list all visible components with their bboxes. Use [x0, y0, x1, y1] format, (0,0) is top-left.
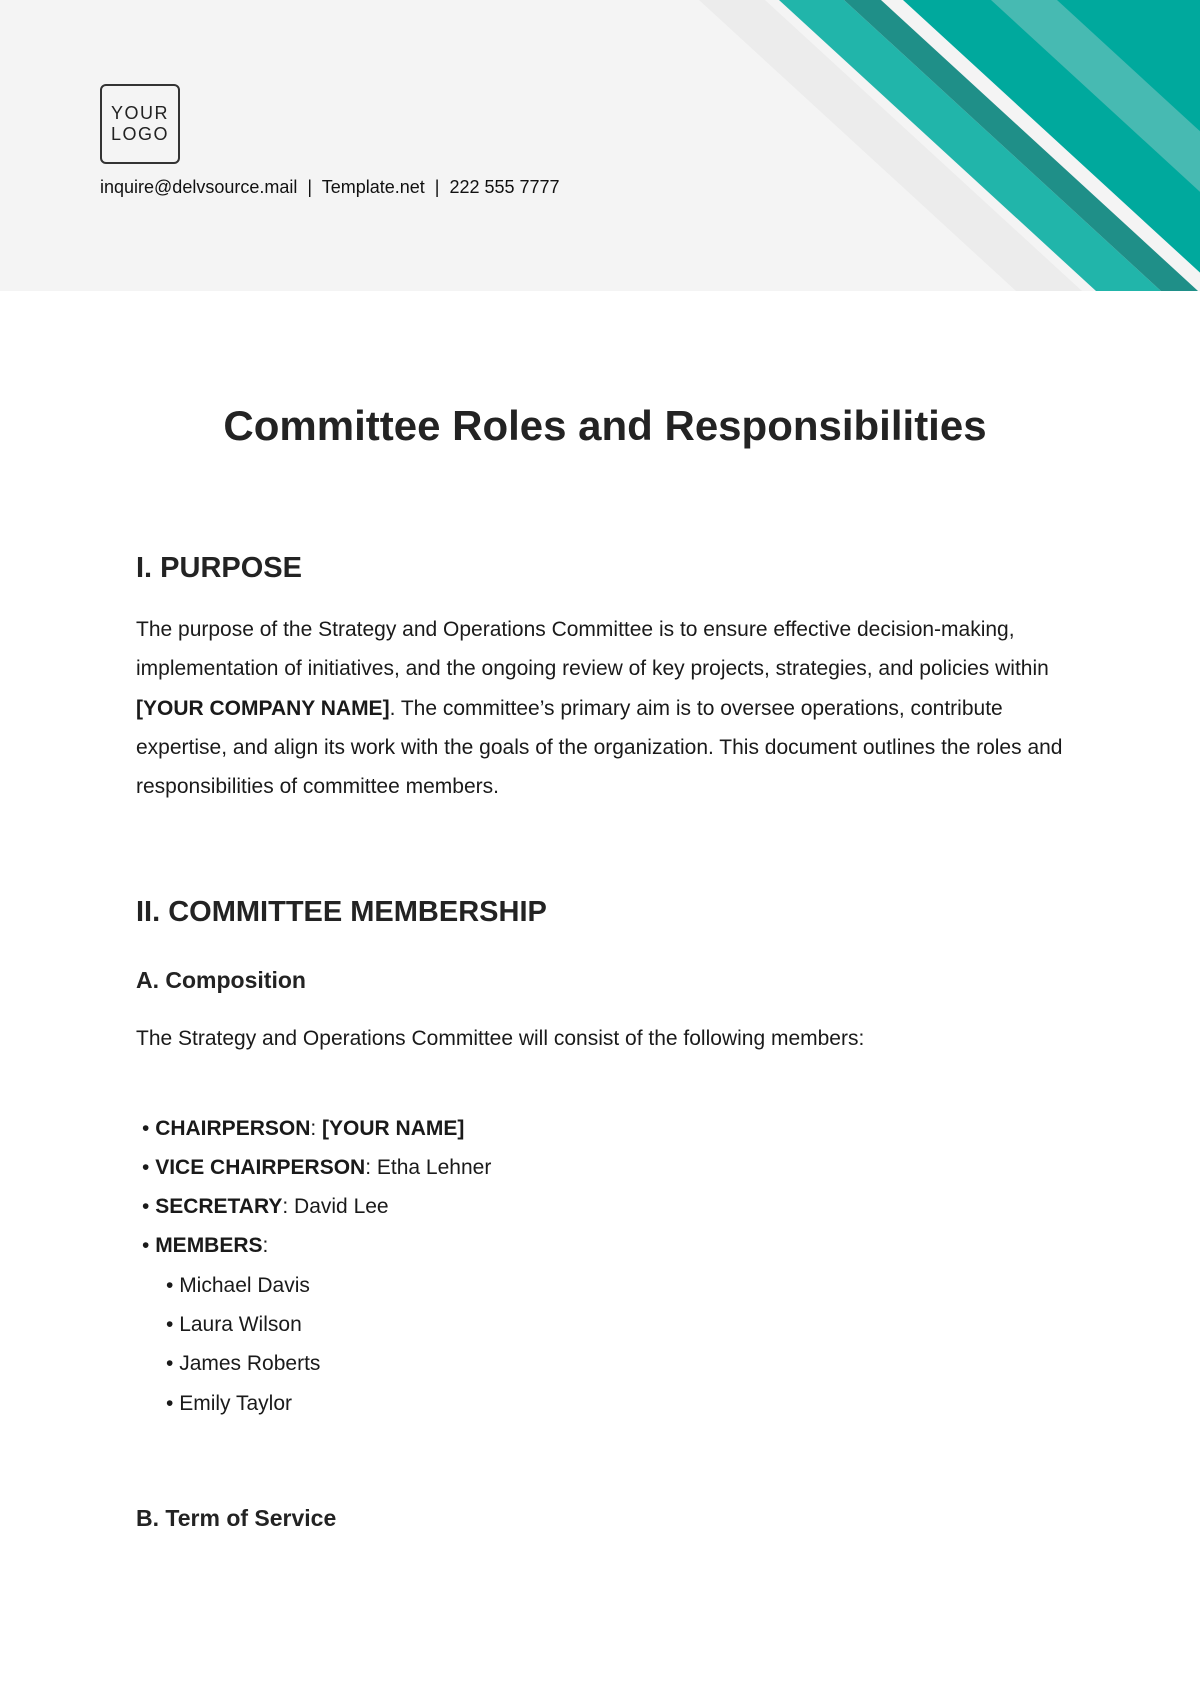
section-purpose-heading: I. PURPOSE: [136, 552, 302, 584]
contact-info: inquire@delvsource.mail | Template.net | 222 555 7777: [100, 177, 560, 197]
list-item: • VICE CHAIRPERSON: Etha Lehner: [142, 1156, 492, 1179]
company-placeholder: [YOUR COMPANY NAME]: [136, 696, 390, 720]
decorative-stripes: [0, 0, 1200, 291]
composition-intro: The Strategy and Operations Committee will consist of the following members:: [136, 1027, 865, 1050]
term-of-service-heading: B. Term of Service: [136, 1505, 337, 1531]
list-item: • MEMBERS:: [142, 1234, 269, 1257]
composition-heading: A. Composition: [136, 967, 306, 993]
logo-line-2: LOGO: [110, 124, 169, 144]
member-item: • Michael Davis: [166, 1274, 310, 1297]
list-item: • CHAIRPERSON: [YOUR NAME]: [142, 1117, 465, 1140]
section-membership-heading: II. COMMITTEE MEMBERSHIP: [136, 896, 547, 928]
member-item: • Emily Taylor: [166, 1392, 292, 1415]
logo-line-1: YOUR: [110, 103, 169, 123]
member-item: • Laura Wilson: [166, 1313, 302, 1336]
company-logo: [100, 84, 180, 164]
member-item: • James Roberts: [166, 1352, 321, 1375]
purpose-paragraph: [136, 610, 1076, 806]
purpose-text-cont: . The committee’s primary aim is to oversee operations, contribute expertise, and align its work with the goals of the organization. This document outlines the roles and responsibilities of committee members.: [136, 696, 1063, 799]
purpose-text: The purpose of the Strategy and Operations Committee is to ensure effective decision-making, implementation of initiatives, and the ongoing review of key projects, strategies, and policies within: [136, 618, 1049, 681]
document-title: Committee Roles and Responsibilities: [223, 402, 987, 449]
document-header: [0, 0, 1200, 291]
list-item: • SECRETARY: David Lee: [142, 1195, 389, 1218]
